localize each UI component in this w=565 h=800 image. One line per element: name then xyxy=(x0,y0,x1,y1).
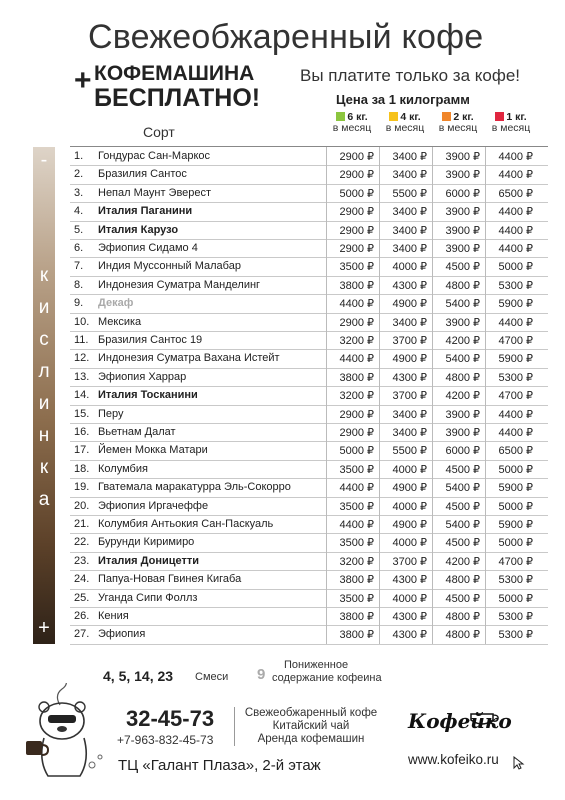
price-cell: 3400 ₽ xyxy=(392,151,427,163)
price-cell: 5300 ₽ xyxy=(498,279,533,292)
promo-line-2: БЕСПЛАТНО! xyxy=(94,84,261,112)
acidity-letter: к xyxy=(39,457,49,478)
price-cell: 3400 ₽ xyxy=(392,243,427,255)
row-number: 4. xyxy=(74,205,84,218)
price-cell: 3700 ₽ xyxy=(392,555,427,568)
price-cell: 3900 ₽ xyxy=(445,169,480,182)
price-cell: 3500 ₽ xyxy=(339,500,374,513)
price-cell: 6500 ₽ xyxy=(498,445,533,458)
price-cell: 5000 ₽ xyxy=(498,500,533,513)
column-divider xyxy=(432,147,433,644)
price-cell: 4300 ₽ xyxy=(392,629,427,642)
row-number: 7. xyxy=(74,260,84,273)
row-number: 13. xyxy=(74,370,90,383)
table-row xyxy=(70,386,548,405)
phone-number: 32-45-73 xyxy=(126,706,215,731)
row-number: 27. xyxy=(74,628,90,641)
price-cell: 5900 ₽ xyxy=(498,519,533,531)
column-header-1kg xyxy=(487,112,535,134)
price-cell: 6500 ₽ xyxy=(498,187,533,200)
price-cell: 3200 ₽ xyxy=(339,335,374,347)
row-number: 17. xyxy=(74,444,90,457)
acidity-letter: н xyxy=(38,425,50,446)
cursor-icon xyxy=(513,756,525,770)
mobile-number: +7-963-832-45-73 xyxy=(117,733,214,747)
table-row xyxy=(70,276,548,295)
price-cell: 5400 ₽ xyxy=(445,519,480,531)
column-kg-label: 4 кг. xyxy=(400,111,421,123)
price-cell: 5300 ₽ xyxy=(498,574,533,587)
orange-level-icon xyxy=(442,112,451,121)
price-cell: 2900 ₽ xyxy=(339,206,374,219)
promo-line-1: КОФЕМАШИНА xyxy=(94,62,255,85)
price-cell: 5500 ₽ xyxy=(392,445,427,458)
blends-numbers: 4, 5, 14, 23 xyxy=(103,668,174,684)
row-number: 3. xyxy=(74,186,84,199)
red-level-icon xyxy=(495,112,504,121)
row-number: 24. xyxy=(74,573,90,586)
coffee-name: Индия Муссонный Малабар xyxy=(98,260,241,273)
price-cell: 5000 ₽ xyxy=(498,592,533,605)
price-cell: 4300 ₽ xyxy=(392,574,427,587)
table-row xyxy=(70,368,548,387)
brand-logo: Кофейко xyxy=(408,709,512,733)
price-cell: 4400 ₽ xyxy=(339,519,374,531)
coffee-name: Декаф xyxy=(98,297,134,310)
table-row xyxy=(70,423,548,442)
price-cell: 4000 ₽ xyxy=(392,463,427,476)
coffee-name: Вьетнам Далат xyxy=(98,426,176,438)
acidity-letter: к xyxy=(39,265,49,286)
acidity-letter: с xyxy=(39,329,49,350)
row-number: 11. xyxy=(74,334,89,346)
price-cell: 5500 ₽ xyxy=(392,187,427,200)
price-cell: 3700 ₽ xyxy=(392,335,427,347)
coffee-name: Гондурас Сан-Маркос xyxy=(98,150,210,162)
price-cell: 5300 ₽ xyxy=(498,371,533,384)
table-row xyxy=(70,405,548,424)
row-number: 26. xyxy=(74,610,90,622)
price-cell: 3900 ₽ xyxy=(445,427,480,439)
promo-plus-sign: + xyxy=(74,64,92,97)
coffee-name: Индонезия Суматра Вахана Истейт xyxy=(98,352,280,365)
column-kg-label: 2 кг. xyxy=(453,111,474,123)
coffee-name: Эфиопия Иргачеффе xyxy=(98,499,209,512)
column-per-label: в месяц xyxy=(385,122,425,134)
coffee-name: Колумбия xyxy=(98,462,148,475)
coffee-name: Бразилия Сантос 19 xyxy=(98,334,203,346)
decaf-label-line1: Пониженное xyxy=(284,659,349,671)
column-per-label: в месяц xyxy=(438,122,478,134)
price-cell: 3400 ₽ xyxy=(392,427,427,439)
coffee-name: Италия Паганини xyxy=(98,205,193,218)
price-cell: 3400 ₽ xyxy=(392,316,427,329)
coffee-name: Уганда Сипи Фоллз xyxy=(98,591,198,604)
price-cell: 3900 ₽ xyxy=(445,243,480,255)
table-row xyxy=(70,184,548,203)
website-link[interactable]: www.kofeiko.ru xyxy=(408,752,499,767)
coffee-name: Бразилия Сантос xyxy=(98,168,187,181)
price-cell: 3700 ₽ xyxy=(392,390,427,403)
table-row xyxy=(70,165,548,184)
row-number: 21. xyxy=(74,518,90,530)
price-cell: 4400 ₽ xyxy=(498,408,533,421)
coffee-name: Колумбия Антьокия Сан-Паскуаль xyxy=(98,518,274,530)
table-row xyxy=(70,625,548,644)
table-row xyxy=(70,589,548,608)
price-cell: 4300 ₽ xyxy=(392,611,427,623)
coffee-name: Бурунди Киримиро xyxy=(98,536,195,549)
price-per-kg-header: Цена за 1 килограмм xyxy=(336,92,470,107)
price-cell: 5900 ₽ xyxy=(498,353,533,366)
table-row xyxy=(70,147,548,166)
table-row xyxy=(70,239,548,258)
row-number: 18. xyxy=(74,462,90,475)
price-cell: 3500 ₽ xyxy=(339,261,374,274)
price-cell: 3400 ₽ xyxy=(392,408,427,421)
coffee-name: Кения xyxy=(98,610,129,622)
store-address: ТЦ «Галант Плаза», 2-й этаж xyxy=(118,757,321,774)
table-row xyxy=(70,441,548,460)
price-cell: 3900 ₽ xyxy=(445,206,480,219)
column-divider xyxy=(485,147,486,644)
price-cell: 4900 ₽ xyxy=(392,519,427,531)
price-cell: 3200 ₽ xyxy=(339,390,374,403)
price-cell: 4000 ₽ xyxy=(392,592,427,605)
price-cell: 6000 ₽ xyxy=(445,187,480,200)
table-row xyxy=(70,497,548,516)
row-number: 19. xyxy=(74,481,90,494)
price-cell: 5400 ₽ xyxy=(445,353,480,366)
row-number: 8. xyxy=(74,278,84,291)
table-row xyxy=(70,331,548,350)
coffee-name: Италия Доницетти xyxy=(98,554,200,567)
service-item: Свежеобжаренный кофе xyxy=(244,707,378,719)
table-row xyxy=(70,552,548,571)
price-cell: 4400 ₽ xyxy=(498,224,533,237)
price-cell: 4700 ₽ xyxy=(498,335,533,347)
blends-label: Смеси xyxy=(195,671,229,683)
price-cell: 3500 ₽ xyxy=(339,463,374,476)
row-number: 5. xyxy=(74,223,84,236)
table-row xyxy=(70,294,548,313)
page-title: Свежеобжаренный кофе xyxy=(88,18,484,56)
price-cell: 5400 ₽ xyxy=(445,298,480,311)
row-number: 6. xyxy=(74,242,84,254)
price-cell: 3400 ₽ xyxy=(392,206,427,219)
row-number: 23. xyxy=(74,554,90,567)
price-cell: 4400 ₽ xyxy=(339,298,374,311)
column-kg-label: 1 кг. xyxy=(506,111,527,123)
price-cell: 4500 ₽ xyxy=(445,537,480,550)
column-divider xyxy=(379,147,380,644)
price-cell: 5000 ₽ xyxy=(339,445,374,458)
coffee-name: Италия Карузо xyxy=(98,223,179,236)
price-cell: 3800 ₽ xyxy=(339,611,374,623)
price-cell: 3900 ₽ xyxy=(445,316,480,329)
price-cell: 2900 ₽ xyxy=(339,408,374,421)
price-cell: 4800 ₽ xyxy=(445,279,480,292)
price-cell: 5000 ₽ xyxy=(498,463,533,476)
price-cell: 4500 ₽ xyxy=(445,261,480,274)
price-cell: 4300 ₽ xyxy=(392,371,427,384)
logo-cup-icon xyxy=(465,708,505,726)
row-number: 12. xyxy=(74,352,90,365)
price-cell: 5900 ₽ xyxy=(498,298,533,311)
price-cell: 3800 ₽ xyxy=(339,629,374,642)
price-cell: 2900 ₽ xyxy=(339,151,374,163)
coffee-name: Индонезия Суматра Манделинг xyxy=(98,278,261,291)
services-list xyxy=(234,707,381,746)
column-header-2kg xyxy=(434,112,482,134)
price-cell: 2900 ₽ xyxy=(339,316,374,329)
price-cell: 3900 ₽ xyxy=(445,408,480,421)
price-cell: 5300 ₽ xyxy=(498,611,533,623)
coffee-name: Италия Тосканини xyxy=(98,389,198,402)
price-cell: 4500 ₽ xyxy=(445,500,480,513)
price-cell: 3900 ₽ xyxy=(445,224,480,237)
price-cell: 3800 ₽ xyxy=(339,371,374,384)
price-cell: 5000 ₽ xyxy=(498,261,533,274)
column-divider xyxy=(326,147,327,644)
yellow-level-icon xyxy=(389,112,398,121)
price-cell: 4700 ₽ xyxy=(498,555,533,568)
price-cell: 4400 ₽ xyxy=(339,353,374,366)
price-cell: 4800 ₽ xyxy=(445,574,480,587)
coffee-name: Эфиопия Харрар xyxy=(98,370,187,383)
decaf-label xyxy=(272,659,412,685)
price-cell: 4800 ₽ xyxy=(445,629,480,642)
price-cell: 4900 ₽ xyxy=(392,482,427,495)
row-number: 10. xyxy=(74,315,90,328)
price-cell: 4900 ₽ xyxy=(392,298,427,311)
green-level-icon xyxy=(336,112,345,121)
column-per-label: в месяц xyxy=(491,122,531,134)
price-cell: 2900 ₽ xyxy=(339,243,374,255)
price-cell: 5300 ₽ xyxy=(498,629,533,642)
price-cell: 4400 ₽ xyxy=(498,243,533,255)
price-cell: 4300 ₽ xyxy=(392,279,427,292)
coffee-name: Гватемала маракатурра Эль-Сокорро xyxy=(98,481,291,494)
row-number: 2. xyxy=(74,168,84,181)
coffee-name: Перу xyxy=(98,407,124,420)
price-cell: 4400 ₽ xyxy=(498,206,533,219)
price-cell: 5000 ₽ xyxy=(498,537,533,550)
price-cell: 4200 ₽ xyxy=(445,335,480,347)
price-cell: 3400 ₽ xyxy=(392,169,427,182)
row-number: 1. xyxy=(74,150,84,162)
row-number: 9. xyxy=(74,297,84,310)
pay-only-coffee-text: Вы платите только за кофе! xyxy=(300,66,521,85)
acidity-letter: а xyxy=(38,489,50,510)
price-cell: 4700 ₽ xyxy=(498,390,533,403)
coffee-name: Эфиопия Сидамо 4 xyxy=(98,242,198,254)
price-cell: 3800 ₽ xyxy=(339,279,374,292)
acidity-letter: и xyxy=(38,297,50,318)
price-cell: 4800 ₽ xyxy=(445,611,480,623)
column-per-label: в месяц xyxy=(332,122,372,134)
table-row xyxy=(70,460,548,479)
price-cell: 4400 ₽ xyxy=(498,151,533,163)
coffee-bear-mascot-icon xyxy=(22,683,114,783)
table-row xyxy=(70,515,548,534)
column-kg-label: 6 кг. xyxy=(347,111,368,123)
column-header-6kg xyxy=(328,112,376,134)
price-cell: 3900 ₽ xyxy=(445,151,480,163)
price-cell: 3200 ₽ xyxy=(339,555,374,568)
acidity-plus: + xyxy=(38,617,50,639)
coffee-name: Йемен Мокка Матари xyxy=(98,444,208,457)
row-number: 25. xyxy=(74,591,90,604)
price-cell: 4500 ₽ xyxy=(445,463,480,476)
table-row xyxy=(70,570,548,589)
row-number: 16. xyxy=(74,426,90,438)
price-cell: 3800 ₽ xyxy=(339,574,374,587)
price-cell: 5400 ₽ xyxy=(445,482,480,495)
price-cell: 4000 ₽ xyxy=(392,537,427,550)
table-row xyxy=(70,257,548,276)
acidity-scale xyxy=(33,147,55,644)
table-row xyxy=(70,478,548,497)
price-cell: 4400 ₽ xyxy=(498,316,533,329)
price-cell: 4900 ₽ xyxy=(392,353,427,366)
price-cell: 3400 ₽ xyxy=(392,224,427,237)
decaf-number: 9 xyxy=(257,666,266,683)
price-cell: 5900 ₽ xyxy=(498,482,533,495)
row-number: 20. xyxy=(74,499,90,512)
service-item: Аренда кофемашин xyxy=(257,733,365,745)
service-item: Китайский чай xyxy=(272,720,350,732)
acidity-letter: и xyxy=(38,393,50,414)
price-cell: 4200 ₽ xyxy=(445,555,480,568)
table-row xyxy=(70,607,548,626)
price-cell: 4800 ₽ xyxy=(445,371,480,384)
price-cell: 4500 ₽ xyxy=(445,592,480,605)
row-number: 22. xyxy=(74,536,90,549)
table-row xyxy=(70,221,548,240)
coffee-name: Мексика xyxy=(98,315,142,328)
table-row xyxy=(70,533,548,552)
price-cell: 2900 ₽ xyxy=(339,427,374,439)
table-row xyxy=(70,202,548,221)
table-row xyxy=(70,349,548,368)
coffee-name: Папуа-Новая Гвинея Кигаба xyxy=(98,573,242,586)
price-cell: 5000 ₽ xyxy=(339,187,374,200)
price-cell: 4400 ₽ xyxy=(339,482,374,495)
acidity-minus: - xyxy=(40,149,48,171)
sort-column-header: Сорт xyxy=(143,124,175,140)
coffee-name: Эфиопия xyxy=(98,628,146,641)
price-cell: 2900 ₽ xyxy=(339,169,374,182)
price-cell: 4400 ₽ xyxy=(498,169,533,182)
price-cell: 2900 ₽ xyxy=(339,224,374,237)
price-cell: 4000 ₽ xyxy=(392,500,427,513)
table-row xyxy=(70,313,548,332)
coffee-name: Непал Маунт Эверест xyxy=(98,186,212,199)
decaf-label-line2: содержание кофеина xyxy=(272,672,382,684)
price-cell: 3500 ₽ xyxy=(339,537,374,550)
acidity-letter: л xyxy=(38,361,50,382)
row-number: 15. xyxy=(74,407,90,420)
price-cell: 4200 ₽ xyxy=(445,390,480,403)
price-cell: 4400 ₽ xyxy=(498,427,533,439)
column-header-4kg xyxy=(381,112,429,134)
price-cell: 4000 ₽ xyxy=(392,261,427,274)
price-cell: 3500 ₽ xyxy=(339,592,374,605)
row-number: 14. xyxy=(74,389,90,402)
price-cell: 6000 ₽ xyxy=(445,445,480,458)
